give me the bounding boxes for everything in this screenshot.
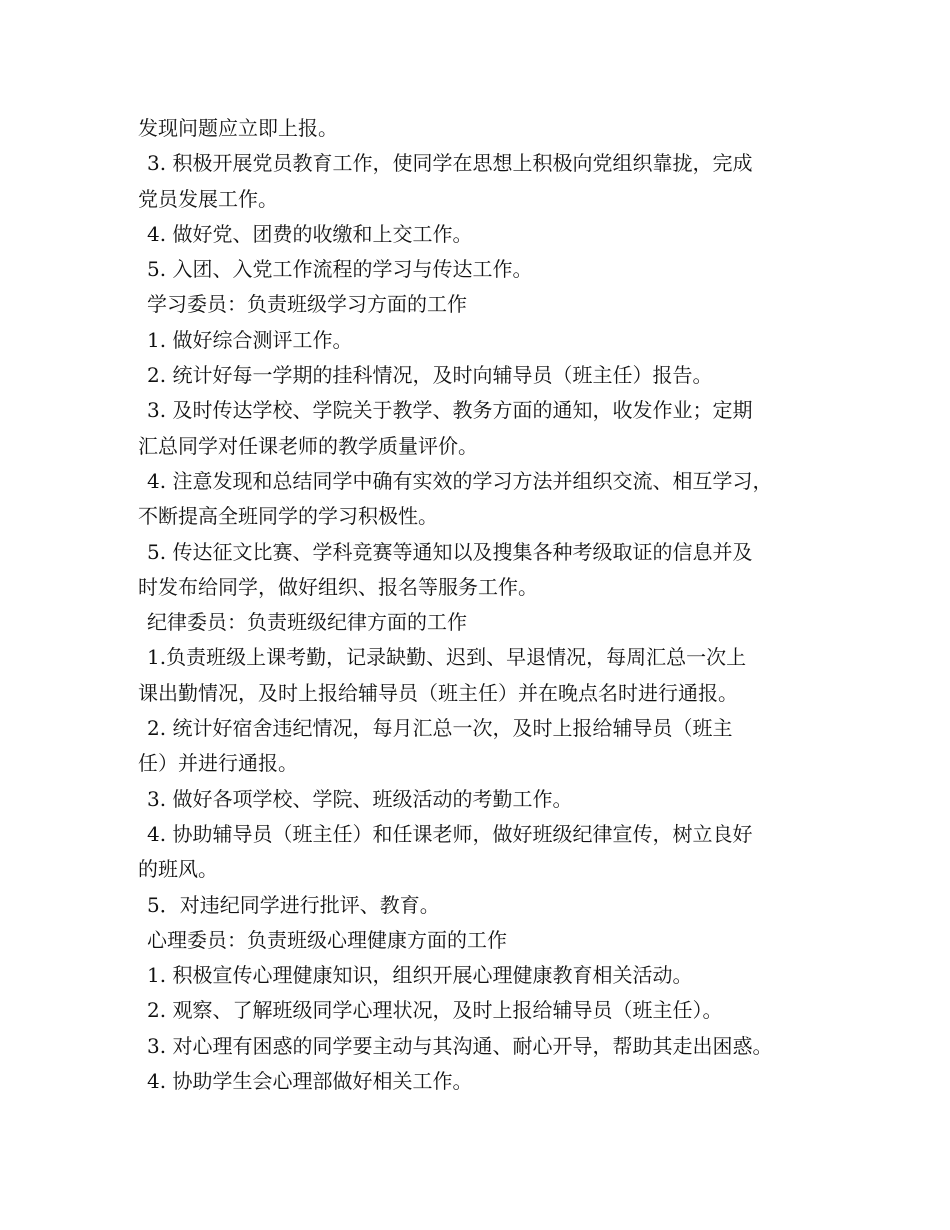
section-heading-study-committee: 学习委员：负责班级学习方面的工作: [147, 292, 467, 317]
list-item-failed-courses: 2. 统计好每一学期的挂科情况，及时向辅导员（班主任）报告。: [147, 363, 713, 388]
list-item-assist-union: 4. 协助学生会心理部做好相关工作。: [147, 1069, 473, 1094]
list-item-dorm-violations: 2. 统计好宿舍违纪情况，每月汇总一次，及时上报给辅导员（班主: [147, 716, 733, 741]
section-heading-psychology-committee: 心理委员：负责班级心理健康方面的工作: [147, 927, 507, 952]
list-item-observe: 2. 观察、了解班级同学心理状况，及时上报给辅导员（班主任）。: [147, 998, 723, 1023]
text-line: 党员发展工作。: [138, 186, 278, 211]
list-item-party-education: 3. 积极开展党员教育工作，使同学在思想上积极向党组织靠拢，完成: [147, 151, 753, 176]
list-item-join-process: 5. 入团、入党工作流程的学习与传达工作。: [147, 257, 533, 282]
list-item-attendance: 1.负责班级上课考勤，记录缺勤、迟到、早退情况，每周汇总一次上: [147, 645, 747, 670]
section-heading-discipline-committee: 纪律委员：负责班级纪律方面的工作: [147, 610, 467, 635]
list-item-study-methods: 4. 注意发现和总结同学中确有实效的学习方法并组织交流、相互学习，: [147, 468, 773, 493]
list-item-competitions: 5. 传达征文比赛、学科竞赛等通知以及搜集各种考级取证的信息并及: [147, 539, 753, 564]
list-item-counseling: 3. 对心理有困惑的同学要主动与其沟通、耐心开导，帮助其走出困惑。: [147, 1033, 773, 1058]
text-line: 不断提高全班同学的学习积极性。: [138, 504, 438, 529]
document-body: [138, 111, 818, 1099]
list-item-evaluation: 1. 做好综合测评工作。: [147, 327, 353, 352]
text-line: 发现问题应立即上报。: [138, 116, 338, 140]
list-item-notices: 3. 及时传达学校、学院关于教学、教务方面的通知，收发作业；定期: [147, 398, 753, 423]
text-line: 时发布给同学，做好组织、报名等服务工作。: [138, 574, 538, 599]
text-line: 任）并进行通报。: [138, 751, 298, 776]
list-item-mental-health: 1. 积极宣传心理健康知识，组织开展心理健康教育相关活动。: [147, 963, 693, 988]
list-item-activity-attendance: 3. 做好各项学校、学院、班级活动的考勤工作。: [147, 786, 573, 811]
text-line: 的班风。: [138, 857, 218, 882]
text-line: 课出勤情况，及时上报给辅导员（班主任）并在晚点名时进行通报。: [138, 680, 738, 705]
list-item-criticism: 5．对违纪同学进行批评、教育。: [147, 892, 440, 917]
list-item-party-fees: 4. 做好党、团费的收缴和上交工作。: [147, 221, 473, 246]
list-item-class-discipline: 4. 协助辅导员（班主任）和任课老师，做好班级纪律宣传，树立良好: [147, 821, 753, 846]
text-line: 汇总同学对任课老师的教学质量评价。: [138, 433, 478, 458]
